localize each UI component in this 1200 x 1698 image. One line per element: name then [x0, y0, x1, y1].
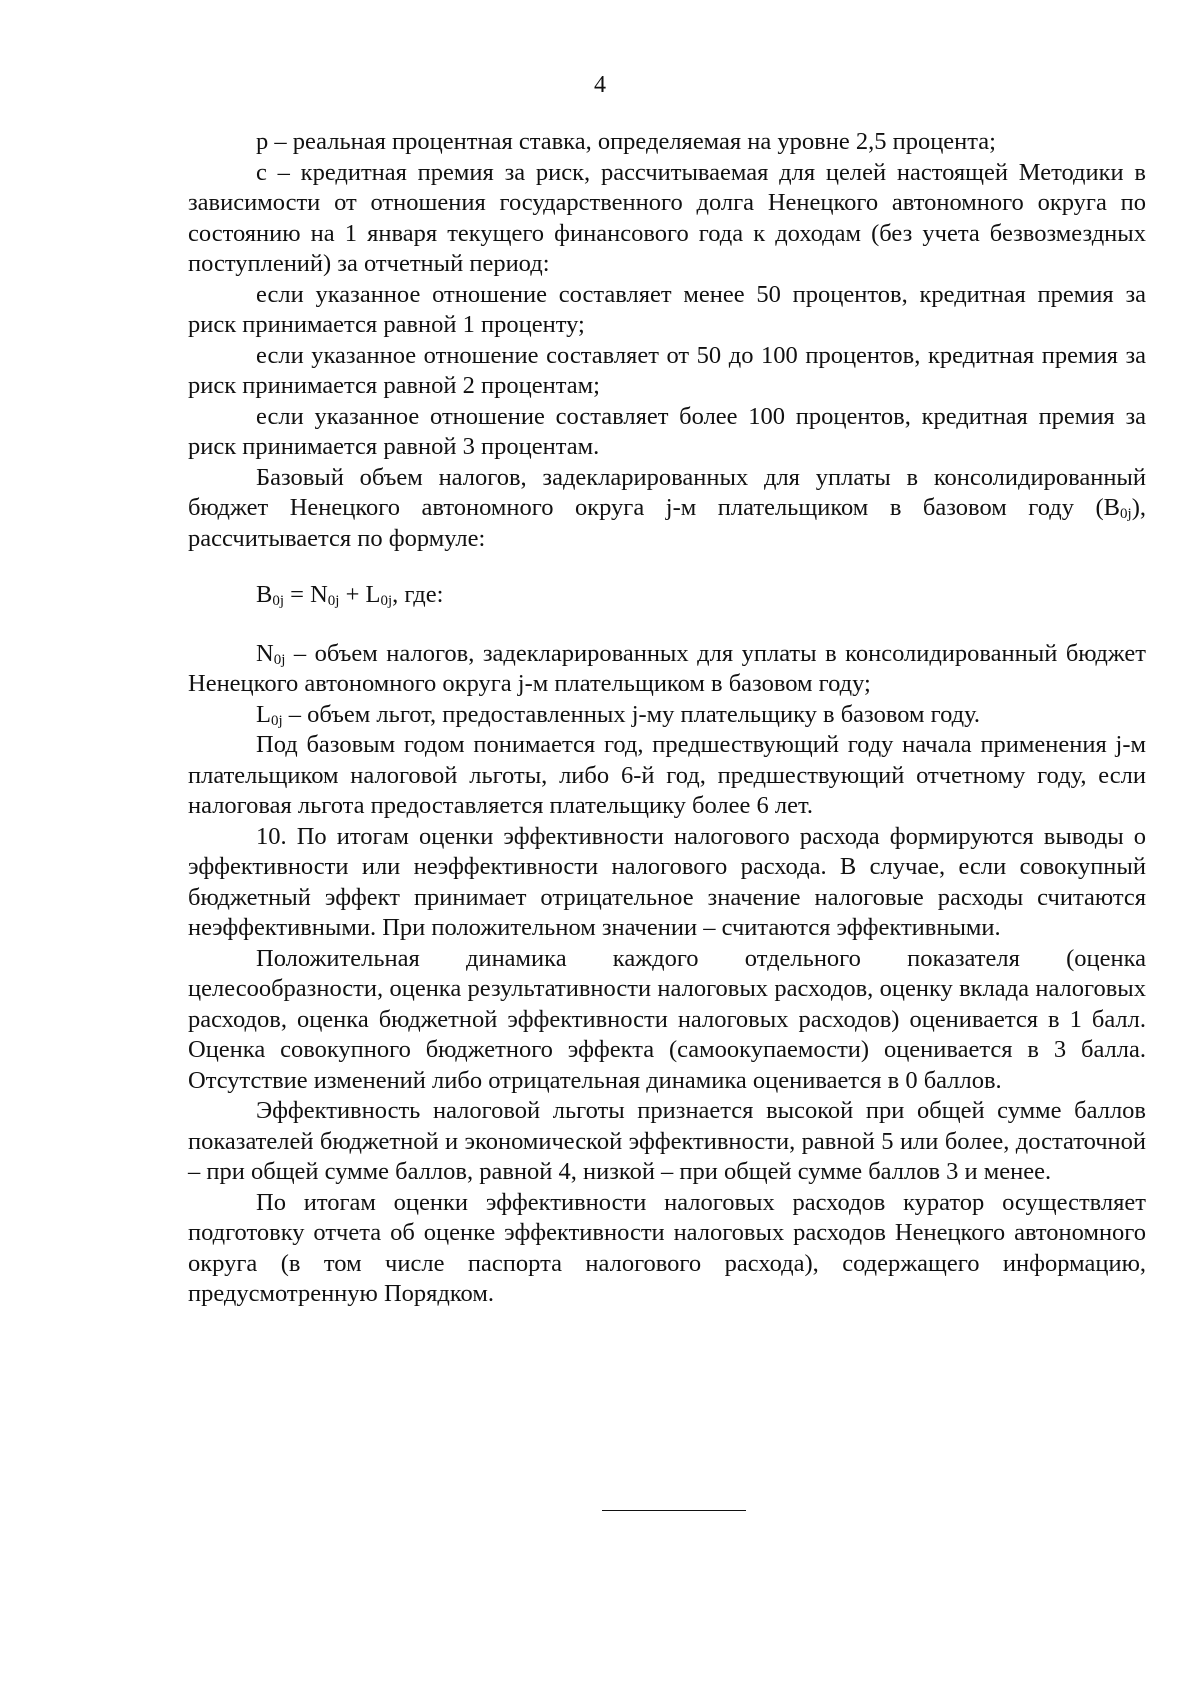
paragraph-10-conclusions: 10. По итогам оценки эффективности налогового расхода формируются выводы о эффективности или неэффективности налогового расхода. В случае, если совокупный бюджетный эффект принимает отрицательное значение налоговые расходы считаются неэффективными. При положительном значении – считаются эффективными.	[188, 822, 1146, 941]
page-number: 4	[594, 72, 606, 98]
formula-plus-l: + L	[339, 581, 381, 608]
formula-tail: , где:	[392, 581, 444, 608]
closing-divider	[602, 1510, 746, 1511]
paragraph-efficiency-levels: Эффективность налоговой льготы признается высокой при общей сумме баллов показателей бюджетной и экономической эффективности, равной 5 или более, достаточной – при общей сумме баллов, равной 4, низкой – при общей сумме баллов 3 и менее.	[188, 1097, 1146, 1185]
paragraph-premium-over-100: если указанное отношение составляет более 100 процентов, кредитная премия за риск принимается равной 3 процентам.	[188, 402, 1146, 460]
l-subscript: 0j	[270, 712, 283, 729]
paragraph-base-year: Под базовым годом понимается год, предшествующий году начала применения j-м плательщиком налоговой льготы, либо 6-й год, предшествующий отчетному году, если налоговая льгота предоставляется плательщику более 6 лет.	[188, 731, 1146, 819]
paragraph-base-volume	[188, 463, 1146, 555]
l-symbol: L	[256, 700, 271, 728]
l-definition-text: – объем льгот, предоставленных j-му плательщику в базовом году.	[282, 700, 981, 728]
n-definition-text: – объем налогов, задекларированных для уплаты в консолидированный бюджет Ненецкого автономного округа j-м плательщиком в базовом году;	[188, 639, 1146, 697]
paragraph-curator-report: По итогам оценки эффективности налоговых расходов куратор осуществляет подготовку отчета об оценке эффективности налоговых расходов Ненецкого автономного округа (в том числе паспорта налогового расхода), содержащего информацию, предусмотренную Порядком.	[188, 1188, 1146, 1307]
formula-b: B	[256, 581, 273, 608]
paragraph-premium-under-50: если указанное отношение составляет менее 50 процентов, кредитная премия за риск принимается равной 1 проценту;	[188, 280, 1146, 338]
paragraph-positive-dynamics: Положительная динамика каждого отдельного показателя (оценка целесообразности, оценка результативности налоговых расходов, оценку вклада налоговых расходов, оценка бюджетной эффективности налоговых расходов) оценивается в 1 балл. Оценка совокупного бюджетного эффекта (самоокупаемости) оценивается в 3 балла. Отсутствие изменений либо отрицательная динамика оценивается в 0 баллов.	[188, 944, 1146, 1094]
paragraph-l-definition	[188, 700, 1146, 731]
paragraph-n-definition	[188, 639, 1146, 700]
n-subscript: 0j	[273, 651, 286, 668]
paragraph-real-rate: р – реальная процентная ставка, определяемая на уровне 2,5 процента;	[256, 128, 996, 155]
formula-n-subscript: 0j	[327, 593, 340, 609]
formula-eq-n: = N	[284, 581, 328, 608]
paragraph-premium-50-100: если указанное отношение составляет от 50 до 100 процентов, кредитная премия за риск принимается равной 2 процентам;	[188, 341, 1146, 399]
base-volume-tail: ), рассчитывается по формуле:	[188, 494, 1146, 552]
paragraph-credit-premium: с – кредитная премия за риск, рассчитываемая для целей настоящей Методики в зависимости от отношения государственного долга Ненецкого автономного округа по состоянию на 1 января текущего финансового года к доходам (без учета безвозмездных поступлений) за отчетный период:	[188, 158, 1146, 277]
n-symbol: N	[256, 639, 274, 667]
base-volume-text: Базовый объем налогов, задекларированных для уплаты в консолидированный бюджет Ненецкого автономного округа j-м плательщиком в базовом году (B	[188, 463, 1146, 521]
document-body	[188, 127, 1146, 1310]
formula-b-subscript: 0j	[272, 593, 285, 609]
formula-base-volume	[188, 580, 1146, 611]
base-volume-subscript: 0j	[1120, 506, 1132, 522]
formula-l-subscript: 0j	[380, 593, 393, 609]
